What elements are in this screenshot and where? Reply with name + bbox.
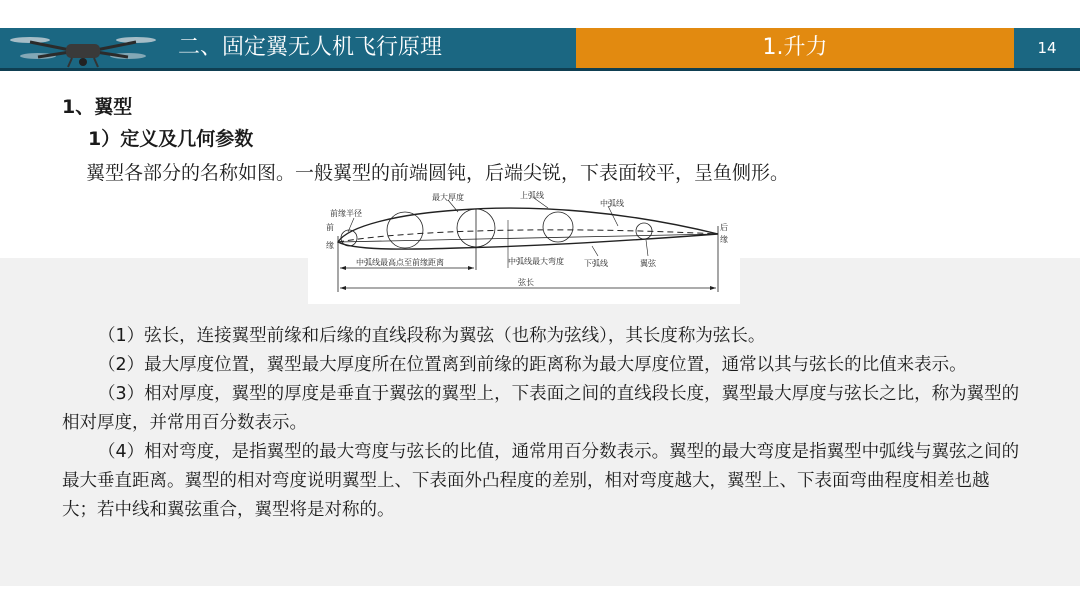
label-max-camber: 中弧线最大弯度 — [508, 257, 564, 266]
label-leading-radius: 前缘半径 — [330, 209, 362, 218]
definition-chord: （1）弦长，连接翼型前缘和后缘的直线段称为翼弦（也称为弦线），其长度称为弦长。 — [98, 326, 766, 346]
label-trailing-edge-b: 缘 — [720, 235, 728, 244]
label-trailing-edge-a: 后 — [720, 223, 728, 232]
heading-definition: 1）定义及几何参数 — [88, 128, 254, 150]
label-max-thickness-position: 中弧线最高点至前缘距离 — [356, 258, 444, 267]
definition-max-thickness-position: （2）最大厚度位置，翼型最大厚度所在位置离到前缘的距离称为最大厚度位置，通常以其与弦长的比值来表示。 — [98, 355, 967, 375]
subsection-title: 1.升力 — [762, 35, 828, 60]
heading-airfoil: 1、翼型 — [62, 96, 133, 118]
definition-relative-camber: （4）相对弯度，是指翼型的最大弯度与弦长的比值，通常用百分数表示。翼型的最大弯度是指翼型中弧线与翼弦之间的最大垂直距离。翼型的相对弯度说明翼型上、下表面外凸程度的差别，相对弯度越大，翼型上、下表面弯曲程度相差也越大；若中线和翼弦重合，翼型将是对称的。 — [62, 442, 1020, 520]
section-title: 二、固定翼无人机飞行原理 — [178, 35, 443, 60]
label-chord-length: 弦长 — [518, 278, 534, 287]
definitions-block — [62, 322, 1022, 525]
label-max-thickness: 最大厚度 — [432, 193, 464, 202]
intro-text: 翼型各部分的名称如图。一般翼型的前端圆钝，后端尖锐，下表面较平，呈鱼侧形。 — [86, 162, 790, 184]
label-leading-edge-a: 前 — [326, 223, 334, 232]
label-mean-line: 中弧线 — [600, 199, 624, 208]
label-lower-arc: 下弧线 — [584, 259, 608, 268]
drone-icon — [8, 30, 158, 68]
page-number: 14 — [1037, 39, 1057, 57]
airfoil-diagram — [308, 190, 740, 304]
label-upper-arc: 上弧线 — [520, 191, 544, 200]
slide-header — [0, 28, 1080, 68]
definition-relative-thickness: （3）相对厚度，翼型的厚度是垂直于翼弦的翼型上，下表面之间的直线段长度，翼型最大厚度与弦长之比，称为翼型的相对厚度，并常用百分数表示。 — [62, 384, 1020, 433]
label-leading-edge-b: 缘 — [326, 241, 334, 250]
label-chord-line: 翼弦 — [640, 259, 656, 268]
header-underline — [0, 68, 1080, 71]
